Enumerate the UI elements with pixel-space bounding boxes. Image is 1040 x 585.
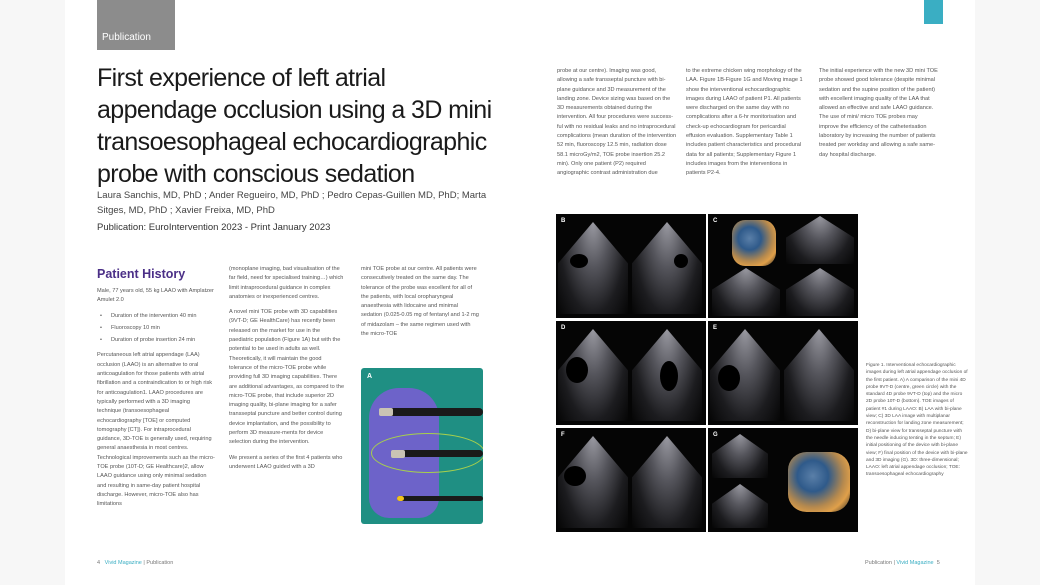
patient-bullets xyxy=(97,312,215,346)
body-paragraph: (monoplane imaging, bad visualisation of the far field, need for specialised training…) which limit intraprocedural guidance in complex anatomies or inexperienced centres. xyxy=(229,266,344,300)
echo-panel-d xyxy=(556,321,706,425)
publication-line: Publication: EuroIntervention 2023 - Print January 2023 xyxy=(97,222,331,233)
body-paragraph: probe at our centre). Imaging was good, allowing a safe transseptal puncture with bi-plane guidance and 3D measurement of the landing zone. Device sizing was based on the 3D measurements obtained during the intervention. All four procedures were success- ful with no residual leaks and no intraprocedural complications (mean duration of the intervention 52 min, fluoroscopy 12.5 min, radiation dose 58.1 microGy/m2, TOE probe insertion 25.2 min). Only one patient (P2) required angiographic contrast administration due xyxy=(557,68,677,177)
body-paragraph: to the extreme chicken wing morphology of the LAA. Figure 1B-Figure 1G and Moving image 1 show the interventional echocardiographic images during LAAO of patient P1. All patients were discharged on the same day with no complications after a 6-hr monitorisation and check-up echocardiogram for pericardial effusion evaluation. Supplementary Table 1 includes patient characteristics and procedural data for all patients; Supplementary Figure 1 includes images from the interventions in patients P2-4. xyxy=(686,68,803,177)
page-number-right: 5 xyxy=(936,560,940,566)
footer-magazine-right: Vivid Magazine xyxy=(896,560,934,566)
echo-panel-c xyxy=(708,214,858,318)
figure-label-a: A xyxy=(367,373,373,380)
bullet-item: • Duration of the intervention 40 min xyxy=(97,312,215,321)
accent-tab xyxy=(924,0,943,24)
bullet-item: • Duration of probe insertion 24 min xyxy=(97,336,215,345)
footer-left xyxy=(97,560,173,566)
article-authors: Laura Sanchis, MD, PhD ; Ander Regueiro, MD, PhD ; Pedro Cepas-Guillen MD, PhD; Marta Sitges, MD, PhD ; Xavier Freixa, MD, PhD xyxy=(97,190,487,216)
probe-micro xyxy=(397,496,483,501)
figure-caption: Figure 1. Interventional echocardiographic images during left atrial appendage occlusion of the first patient. A) A comparison of the mini 4D probe 9VT-D (centre, green circle) with the standard 4D probe 9VT-D (top) and the micro 2D probe 10T-D (bottom). TOE images of patient #1 during LAAO: B) LAA with bi-plane view; C) 3D LAA image with multiplanar reconstruction for landing zone measurement; D) bi-plane view for transseptal puncture with the needle inducing tenting in the septum; E) initial positioning of the device with bi-plane view; F) final position of the device with bi-plane and 3D imaging (G). 3D: three-dimensional; LAAO: left atrial appendage occlusion; TOE: transoesophageal echocardiography xyxy=(866,363,968,478)
panel-label-e: E xyxy=(713,325,718,331)
footer-separator: | xyxy=(143,560,145,566)
body-paragraph: A novel mini TOE probe with 3D capabilities (9VT-D; GE HealthCare) has recently been released on the market for use in the paediatric population (Figure 1A) but with the potential to be used in adults as well. Theoretically, it will maintain the good tolerance of the micro-TOE probe while providing full 3D imaging capabilities. There are additional advantages, as compared to the micro-TOE probe, that include superior 2D imaging quality, bi-plane imaging for a safer transseptal puncture and better control during device implantation, and the possibility to perform 3D measure-ments for device selection during the intervention. xyxy=(229,309,345,446)
panel-label-b: B xyxy=(561,218,566,224)
column-4 xyxy=(557,67,677,185)
category-tag xyxy=(97,0,175,50)
panel-label-c: C xyxy=(713,218,718,224)
echo-panel-f xyxy=(556,428,706,532)
echo-panel-e xyxy=(708,321,858,425)
footer-right xyxy=(865,560,940,566)
figure-1a-probe-photo xyxy=(361,368,483,524)
probe-standard xyxy=(379,408,483,416)
patient-intro: Male, 77 years old, 55 kg LAAO with Amplatzer Amulet 2.0 xyxy=(97,288,214,304)
footer-separator: | xyxy=(893,560,895,566)
echo-panel-b xyxy=(556,214,706,318)
panel-label-d: D xyxy=(561,325,566,331)
panel-label-g: G xyxy=(713,432,718,438)
bullet-item: • Fluoroscopy 10 min xyxy=(97,324,215,333)
category-tag-label: Publication xyxy=(102,32,151,43)
echo-figure-grid xyxy=(556,214,858,532)
footer-section-left: Publication xyxy=(146,560,174,566)
body-paragraph: Percutaneous left atrial appendage (LAA) occlusion (LAAO) is an alternative to oral anticoagulation for those patients with atrial fibrillation and a contraindication to or high risk for anticoagulation1. LAAO procedures are typically performed with a 3D imaging technique (transoesophageal echocardiography [TOE] or computed tomography [CT]). For intraprocedural guidance, 3D-TOE is generally used, requiring general anaesthesia in most centres. Technological improvements such as the micro-TOE probe (10T-D; GE Healthcare)2, allow LAAO guidance using only minimal sedation and resulting in same-day patient hospital discharge. However, micro-TOE also has limitations xyxy=(97,352,215,508)
green-circle-highlight xyxy=(371,433,483,473)
section-title-patient-history: Patient History xyxy=(97,267,186,281)
echo-panel-g xyxy=(708,428,858,532)
body-paragraph: The initial experience with the new 3D mini TOE probe showed good tolerance (despite minimal sedation and the supine position of the patient) with excellent imaging quality of the LAA that allowed an effective and safe LAAO guidance. The use of mini/ micro TOE probes may improve the efficiency of the catheterisation laboratory by increasing the number of patients treated per workday and allowing a safe same-day hospital discharge. xyxy=(819,68,938,158)
article-title: First experience of left atrial appendage occlusion using a 3D mini transoesophageal echocardiographic probe with conscious sedation xyxy=(97,64,492,188)
column-2 xyxy=(229,265,345,478)
body-paragraph: We present a series of the first 4 patients who underwent LAAO guided with a 3D xyxy=(229,454,343,470)
column-5 xyxy=(686,67,806,185)
column-3 xyxy=(361,265,479,345)
footer-section-right: Publication xyxy=(865,560,892,566)
column-6 xyxy=(819,67,939,166)
column-1 xyxy=(97,287,215,516)
page-number-left: 4 xyxy=(97,560,101,566)
panel-label-f: F xyxy=(561,432,565,438)
body-paragraph: mini TOE probe at our centre. All patients were consecutively treated on the same day. The tolerance of the probe was excellent for all of the patients, with local oropharyngeal anaesthesia with lidocaine and minimal sedation (0.025-0.05 mg of fentanyl and 1-2 mg of midazolam – the same regimen used with the micro-TOE xyxy=(361,266,479,338)
footer-magazine-left: Vivid Magazine xyxy=(104,560,142,566)
